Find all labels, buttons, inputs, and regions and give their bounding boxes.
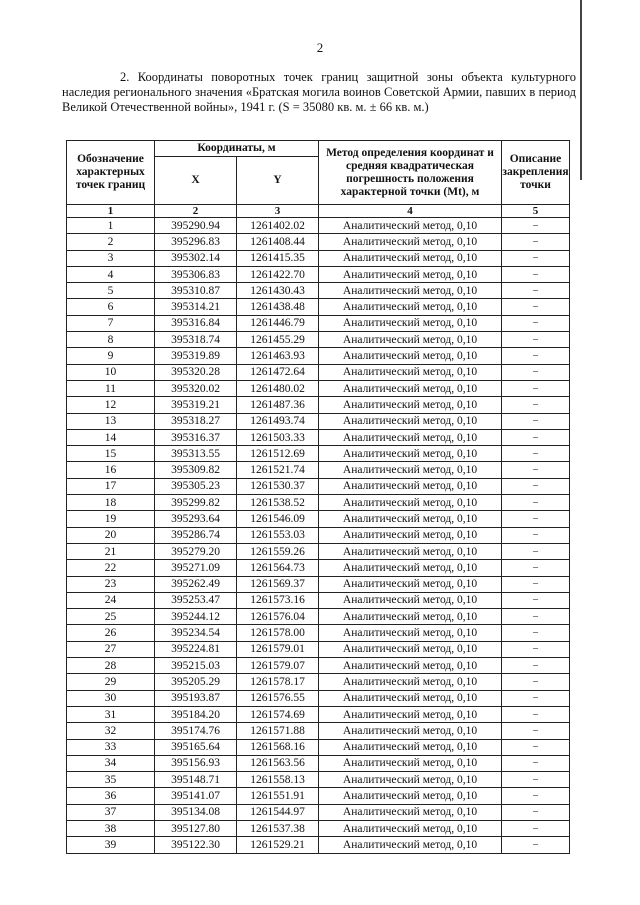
- coord-y: 1261564.73: [237, 560, 319, 576]
- method-cell: Аналитический метод, 0,10: [319, 234, 502, 250]
- page-number: 2: [316, 40, 324, 55]
- coord-y: 1261512.69: [237, 446, 319, 462]
- table-row: [67, 625, 570, 641]
- coord-x: 395318.74: [155, 332, 237, 348]
- method-cell: Аналитический метод, 0,10: [319, 576, 502, 592]
- table-row: [67, 755, 570, 771]
- table-row: [67, 772, 570, 788]
- coord-y: 1261579.07: [237, 658, 319, 674]
- table-row: [67, 576, 570, 592]
- method-cell: Аналитический метод, 0,10: [319, 755, 502, 771]
- description-cell: –: [502, 658, 570, 674]
- method-cell: Аналитический метод, 0,10: [319, 560, 502, 576]
- method-cell: Аналитический метод, 0,10: [319, 413, 502, 429]
- method-cell: Аналитический метод, 0,10: [319, 462, 502, 478]
- coord-y: 1261578.00: [237, 625, 319, 641]
- point-number: 8: [67, 332, 155, 348]
- point-number: 18: [67, 495, 155, 511]
- coord-y: 1261537.38: [237, 820, 319, 836]
- column-number: 2: [155, 205, 237, 218]
- description-cell: –: [502, 788, 570, 804]
- point-number: 22: [67, 560, 155, 576]
- header-y: Y: [237, 157, 319, 205]
- column-number: 1: [67, 205, 155, 218]
- coord-y: 1261573.16: [237, 592, 319, 608]
- coord-x: 395165.64: [155, 739, 237, 755]
- point-number: 27: [67, 641, 155, 657]
- method-cell: Аналитический метод, 0,10: [319, 380, 502, 396]
- table-body: [67, 218, 570, 854]
- header-designation: Обозначение характерных точек границ: [67, 141, 155, 205]
- point-number: 23: [67, 576, 155, 592]
- column-number-row: [67, 205, 570, 218]
- intro-text: 2. Координаты поворотных точек границ защитной зоны объекта культурного наследия регионального значения «Братская могила воинов Советской Армии, павших в период Великой Отечественной войны», 1941 г. (S = 35080 кв. м. ± 66 кв. м.): [62, 70, 576, 114]
- coord-y: 1261546.09: [237, 511, 319, 527]
- coord-x: 395316.84: [155, 315, 237, 331]
- point-number: 1: [67, 218, 155, 234]
- coord-x: 395316.37: [155, 429, 237, 445]
- method-cell: Аналитический метод, 0,10: [319, 348, 502, 364]
- column-number: 3: [237, 205, 319, 218]
- coord-x: 395244.12: [155, 609, 237, 625]
- coord-y: 1261544.97: [237, 804, 319, 820]
- coord-x: 395299.82: [155, 495, 237, 511]
- description-cell: –: [502, 283, 570, 299]
- point-number: 9: [67, 348, 155, 364]
- description-cell: –: [502, 576, 570, 592]
- coord-y: 1261408.44: [237, 234, 319, 250]
- point-number: 3: [67, 250, 155, 266]
- coord-y: 1261530.37: [237, 478, 319, 494]
- coord-y: 1261455.29: [237, 332, 319, 348]
- point-number: 26: [67, 625, 155, 641]
- point-number: 33: [67, 739, 155, 755]
- method-cell: Аналитический метод, 0,10: [319, 674, 502, 690]
- coord-x: 395279.20: [155, 543, 237, 559]
- coord-y: 1261529.21: [237, 837, 319, 853]
- coord-x: 395318.27: [155, 413, 237, 429]
- point-number: 10: [67, 364, 155, 380]
- header-description: Описание закрепления точки: [502, 141, 570, 205]
- description-cell: –: [502, 299, 570, 315]
- table-row: [67, 266, 570, 282]
- coord-y: 1261538.52: [237, 495, 319, 511]
- description-cell: –: [502, 723, 570, 739]
- coord-x: 395302.14: [155, 250, 237, 266]
- scan-edge-line: [580, 0, 582, 180]
- coord-x: 395320.02: [155, 380, 237, 396]
- coord-y: 1261463.93: [237, 348, 319, 364]
- table-row: [67, 739, 570, 755]
- table-row: [67, 543, 570, 559]
- method-cell: Аналитический метод, 0,10: [319, 739, 502, 755]
- point-number: 34: [67, 755, 155, 771]
- point-number: 31: [67, 706, 155, 722]
- table-row: [67, 462, 570, 478]
- coord-y: 1261574.69: [237, 706, 319, 722]
- method-cell: Аналитический метод, 0,10: [319, 527, 502, 543]
- table-row: [67, 609, 570, 625]
- table-row: [67, 495, 570, 511]
- coord-y: 1261480.02: [237, 380, 319, 396]
- description-cell: –: [502, 804, 570, 820]
- point-number: 37: [67, 804, 155, 820]
- coord-x: 395310.87: [155, 283, 237, 299]
- table-row: [67, 511, 570, 527]
- point-number: 24: [67, 592, 155, 608]
- coord-x: 395193.87: [155, 690, 237, 706]
- point-number: 7: [67, 315, 155, 331]
- method-cell: Аналитический метод, 0,10: [319, 706, 502, 722]
- table-row: [67, 299, 570, 315]
- table-row: [67, 527, 570, 543]
- description-cell: –: [502, 462, 570, 478]
- coord-x: 395205.29: [155, 674, 237, 690]
- point-number: 21: [67, 543, 155, 559]
- method-cell: Аналитический метод, 0,10: [319, 592, 502, 608]
- coord-x: 395184.20: [155, 706, 237, 722]
- coord-y: 1261430.43: [237, 283, 319, 299]
- method-cell: Аналитический метод, 0,10: [319, 690, 502, 706]
- point-number: 30: [67, 690, 155, 706]
- description-cell: –: [502, 772, 570, 788]
- coord-y: 1261576.04: [237, 609, 319, 625]
- table-row: [67, 690, 570, 706]
- coord-x: 395156.93: [155, 755, 237, 771]
- description-cell: –: [502, 560, 570, 576]
- table-row: [67, 592, 570, 608]
- column-number: 5: [502, 205, 570, 218]
- coord-y: 1261568.16: [237, 739, 319, 755]
- point-number: 17: [67, 478, 155, 494]
- coord-y: 1261521.74: [237, 462, 319, 478]
- method-cell: Аналитический метод, 0,10: [319, 820, 502, 836]
- point-number: 19: [67, 511, 155, 527]
- coord-x: 395319.21: [155, 397, 237, 413]
- method-cell: Аналитический метод, 0,10: [319, 283, 502, 299]
- method-cell: Аналитический метод, 0,10: [319, 625, 502, 641]
- coord-x: 395127.80: [155, 820, 237, 836]
- method-cell: Аналитический метод, 0,10: [319, 658, 502, 674]
- point-number: 25: [67, 609, 155, 625]
- description-cell: –: [502, 495, 570, 511]
- point-number: 32: [67, 723, 155, 739]
- description-cell: –: [502, 234, 570, 250]
- description-cell: –: [502, 397, 570, 413]
- table-row: [67, 658, 570, 674]
- method-cell: Аналитический метод, 0,10: [319, 446, 502, 462]
- coord-x: 395134.08: [155, 804, 237, 820]
- coord-y: 1261579.01: [237, 641, 319, 657]
- table-row: [67, 364, 570, 380]
- point-number: 39: [67, 837, 155, 853]
- description-cell: –: [502, 348, 570, 364]
- method-cell: Аналитический метод, 0,10: [319, 804, 502, 820]
- description-cell: –: [502, 837, 570, 853]
- coord-x: 395306.83: [155, 266, 237, 282]
- description-cell: –: [502, 625, 570, 641]
- description-cell: –: [502, 527, 570, 543]
- description-cell: –: [502, 609, 570, 625]
- method-cell: Аналитический метод, 0,10: [319, 315, 502, 331]
- point-number: 5: [67, 283, 155, 299]
- coord-x: 395319.89: [155, 348, 237, 364]
- point-number: 29: [67, 674, 155, 690]
- description-cell: –: [502, 543, 570, 559]
- description-cell: –: [502, 332, 570, 348]
- description-cell: –: [502, 674, 570, 690]
- description-cell: –: [502, 446, 570, 462]
- coord-y: 1261569.37: [237, 576, 319, 592]
- description-cell: –: [502, 755, 570, 771]
- coord-x: 395215.03: [155, 658, 237, 674]
- coord-x: 395271.09: [155, 560, 237, 576]
- table-row: [67, 397, 570, 413]
- coord-x: 395234.54: [155, 625, 237, 641]
- coord-x: 395253.47: [155, 592, 237, 608]
- coord-x: 395320.28: [155, 364, 237, 380]
- method-cell: Аналитический метод, 0,10: [319, 478, 502, 494]
- coord-y: 1261472.64: [237, 364, 319, 380]
- point-number: 16: [67, 462, 155, 478]
- method-cell: Аналитический метод, 0,10: [319, 364, 502, 380]
- table-row: [67, 478, 570, 494]
- coord-x: 395296.83: [155, 234, 237, 250]
- coord-x: 395224.81: [155, 641, 237, 657]
- coord-y: 1261559.26: [237, 543, 319, 559]
- coord-y: 1261415.35: [237, 250, 319, 266]
- coord-y: 1261578.17: [237, 674, 319, 690]
- description-cell: –: [502, 478, 570, 494]
- point-number: 6: [67, 299, 155, 315]
- table-row: [67, 446, 570, 462]
- header-method: Метод определения координат и средняя квадратическая погрешность положения характерной точки (Mt), м: [319, 141, 502, 205]
- coord-y: 1261558.13: [237, 772, 319, 788]
- table-row: [67, 332, 570, 348]
- description-cell: –: [502, 641, 570, 657]
- coord-y: 1261553.03: [237, 527, 319, 543]
- point-number: 2: [67, 234, 155, 250]
- description-cell: –: [502, 250, 570, 266]
- description-cell: –: [502, 511, 570, 527]
- point-number: 35: [67, 772, 155, 788]
- table-row: [67, 283, 570, 299]
- description-cell: –: [502, 315, 570, 331]
- coord-x: 395293.64: [155, 511, 237, 527]
- coord-y: 1261503.33: [237, 429, 319, 445]
- table-row: [67, 788, 570, 804]
- coord-x: 395290.94: [155, 218, 237, 234]
- coord-y: 1261493.74: [237, 413, 319, 429]
- point-number: 12: [67, 397, 155, 413]
- method-cell: Аналитический метод, 0,10: [319, 266, 502, 282]
- coord-y: 1261438.48: [237, 299, 319, 315]
- header-coordinates: Координаты, м: [155, 141, 319, 157]
- description-cell: –: [502, 266, 570, 282]
- method-cell: Аналитический метод, 0,10: [319, 723, 502, 739]
- method-cell: Аналитический метод, 0,10: [319, 543, 502, 559]
- table-row: [67, 250, 570, 266]
- coord-y: 1261402.02: [237, 218, 319, 234]
- description-cell: –: [502, 429, 570, 445]
- method-cell: Аналитический метод, 0,10: [319, 429, 502, 445]
- table-row: [67, 706, 570, 722]
- method-cell: Аналитический метод, 0,10: [319, 641, 502, 657]
- coordinates-table: [66, 140, 570, 854]
- description-cell: –: [502, 380, 570, 396]
- point-number: 11: [67, 380, 155, 396]
- table-row: [67, 723, 570, 739]
- description-cell: –: [502, 690, 570, 706]
- method-cell: Аналитический метод, 0,10: [319, 837, 502, 853]
- table-row: [67, 820, 570, 836]
- coord-y: 1261576.55: [237, 690, 319, 706]
- coord-x: 395141.07: [155, 788, 237, 804]
- method-cell: Аналитический метод, 0,10: [319, 609, 502, 625]
- table-row: [67, 674, 570, 690]
- table-row: [67, 315, 570, 331]
- description-cell: –: [502, 218, 570, 234]
- description-cell: –: [502, 706, 570, 722]
- coord-x: 395174.76: [155, 723, 237, 739]
- coord-y: 1261571.88: [237, 723, 319, 739]
- method-cell: Аналитический метод, 0,10: [319, 250, 502, 266]
- description-cell: –: [502, 364, 570, 380]
- method-cell: Аналитический метод, 0,10: [319, 299, 502, 315]
- table-row: [67, 804, 570, 820]
- description-cell: –: [502, 592, 570, 608]
- table-row: [67, 380, 570, 396]
- coord-x: 395122.30: [155, 837, 237, 853]
- coord-x: 395305.23: [155, 478, 237, 494]
- method-cell: Аналитический метод, 0,10: [319, 511, 502, 527]
- description-cell: –: [502, 739, 570, 755]
- method-cell: Аналитический метод, 0,10: [319, 332, 502, 348]
- method-cell: Аналитический метод, 0,10: [319, 397, 502, 413]
- method-cell: Аналитический метод, 0,10: [319, 495, 502, 511]
- coord-x: 395313.55: [155, 446, 237, 462]
- coord-x: 395148.71: [155, 772, 237, 788]
- coord-x: 395309.82: [155, 462, 237, 478]
- description-cell: –: [502, 413, 570, 429]
- intro-paragraph: [62, 70, 576, 115]
- table-row: [67, 837, 570, 853]
- point-number: 38: [67, 820, 155, 836]
- table-row: [67, 218, 570, 234]
- point-number: 14: [67, 429, 155, 445]
- table-row: [67, 641, 570, 657]
- description-cell: –: [502, 820, 570, 836]
- table-row: [67, 348, 570, 364]
- method-cell: Аналитический метод, 0,10: [319, 788, 502, 804]
- coord-y: 1261551.91: [237, 788, 319, 804]
- coord-x: 395262.49: [155, 576, 237, 592]
- point-number: 13: [67, 413, 155, 429]
- column-number: 4: [319, 205, 502, 218]
- table-row: [67, 234, 570, 250]
- table-row: [67, 413, 570, 429]
- coord-x: 395286.74: [155, 527, 237, 543]
- point-number: 20: [67, 527, 155, 543]
- point-number: 4: [67, 266, 155, 282]
- coord-y: 1261446.79: [237, 315, 319, 331]
- coord-y: 1261563.56: [237, 755, 319, 771]
- point-number: 28: [67, 658, 155, 674]
- point-number: 36: [67, 788, 155, 804]
- header-x: X: [155, 157, 237, 205]
- coord-y: 1261422.70: [237, 266, 319, 282]
- method-cell: Аналитический метод, 0,10: [319, 218, 502, 234]
- table-row: [67, 429, 570, 445]
- method-cell: Аналитический метод, 0,10: [319, 772, 502, 788]
- point-number: 15: [67, 446, 155, 462]
- table-row: [67, 560, 570, 576]
- coord-x: 395314.21: [155, 299, 237, 315]
- coord-y: 1261487.36: [237, 397, 319, 413]
